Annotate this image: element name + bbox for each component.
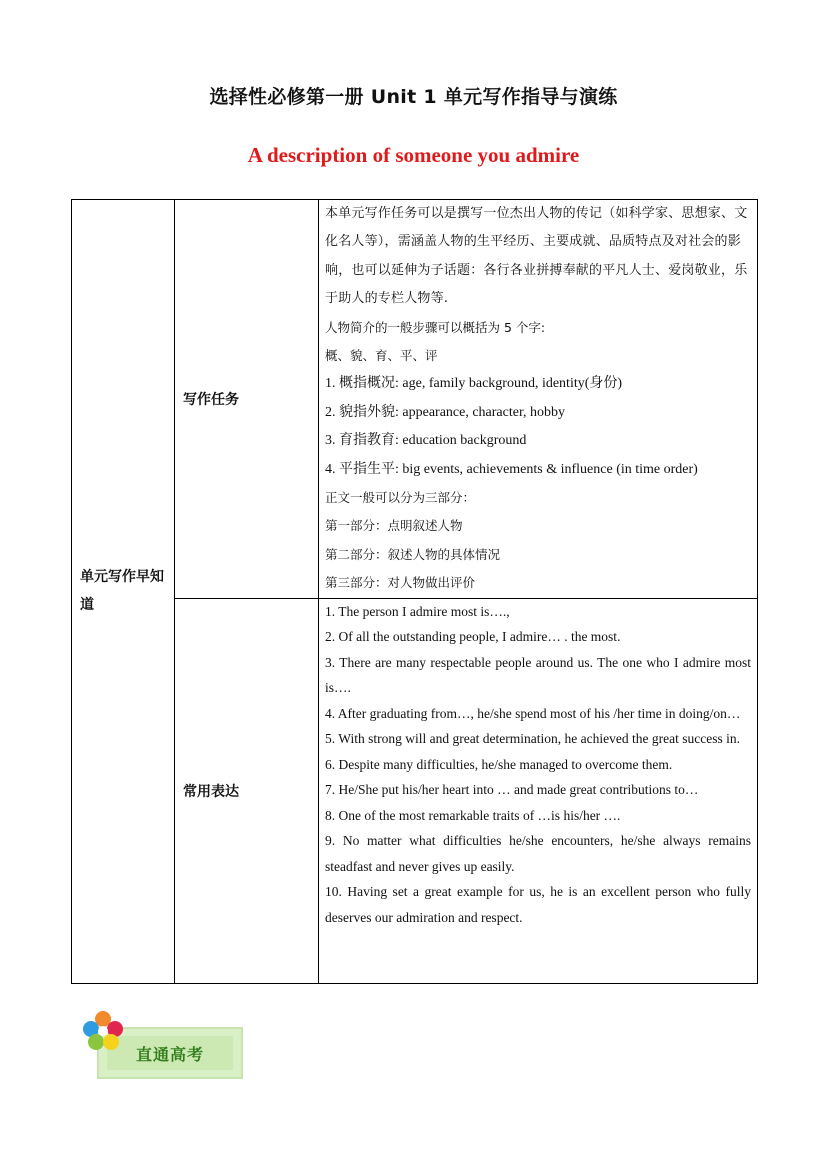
expressions-content xyxy=(319,598,758,983)
five-chars: 概、貌、育、平、评 xyxy=(325,348,438,364)
list-item: 1. The person I admire most is…., xyxy=(325,603,510,619)
table-row-task xyxy=(72,200,758,599)
expressions-label: 常用表达 xyxy=(175,598,319,983)
task-label: 写作任务 xyxy=(175,200,319,599)
flower-icon xyxy=(80,1008,126,1054)
list-item: 6. Despite many difficulties, he/she managed to overcome them. xyxy=(325,756,673,772)
list-item: 10. Having set a great example for us, he is an excellent person who fully deserves our admiration and respect. xyxy=(325,884,751,925)
document-subtitle: A description of someone you admire xyxy=(247,143,580,167)
task-intro: 本单元写作任务可以是撰写一位杰出人物的传记（如科学家、思想家、文化名人等），需涵盖人物的生平经历、主要成就、品质特点及对社会的影响，也可以延伸为子话题：各行各业拼搏奉献的平凡人士、爱岗敬业，乐于助人的专栏人物等. xyxy=(325,206,748,307)
list-item: 5. With strong will and great determination, he achieved the great success in. xyxy=(325,731,740,747)
task-content xyxy=(319,200,758,599)
list-item: 3. There are many respectable people around us. The one who I admire most is…. xyxy=(325,654,751,696)
list-item: 8. One of the most remarkable traits of …is his/her …. xyxy=(325,807,621,823)
list-item: 2. Of all the outstanding people, I admire… . the most. xyxy=(325,629,621,645)
body-intro: 正文一般可以分为三部分： xyxy=(325,490,476,506)
list-item: 第二部分：叙述人物的具体情况 xyxy=(325,546,501,562)
list-item: 4. After graduating from…, he/she spend most of his /her time in doing/on… xyxy=(325,705,741,721)
writing-guide-table xyxy=(71,199,758,984)
document-title: 选择性必修第一册 Unit 1 单元写作指导与演练 xyxy=(209,86,618,108)
list-item: 第一部分：点明叙述人物 xyxy=(325,518,463,534)
list-item: 7. He/She put his/her heart into … and made great contributions to… xyxy=(325,782,699,798)
list-item: 4. 平指生平: big events, achievements & influence (in time order) xyxy=(325,461,698,477)
list-item: 3. 育指教育: education background xyxy=(325,433,527,449)
list-item: 1. 概指概况: age, family background, identity(身份) xyxy=(325,376,623,392)
list-item: 9. No matter what difficulties he/she encounters, he/she always remains steadfast and never gives up easily. xyxy=(325,833,751,874)
table-row-expressions xyxy=(72,598,758,983)
steps-intro: 人物简介的一般步骤可以概括为 5 个字: xyxy=(325,319,546,335)
list-item: 第三部分：对人物做出评价 xyxy=(325,575,476,591)
section-label: 单元写作早知道 xyxy=(72,200,175,984)
list-item: 2. 貌指外貌: appearance, character, hobby xyxy=(325,404,566,420)
badge-label: 直通高考 xyxy=(107,1036,233,1070)
